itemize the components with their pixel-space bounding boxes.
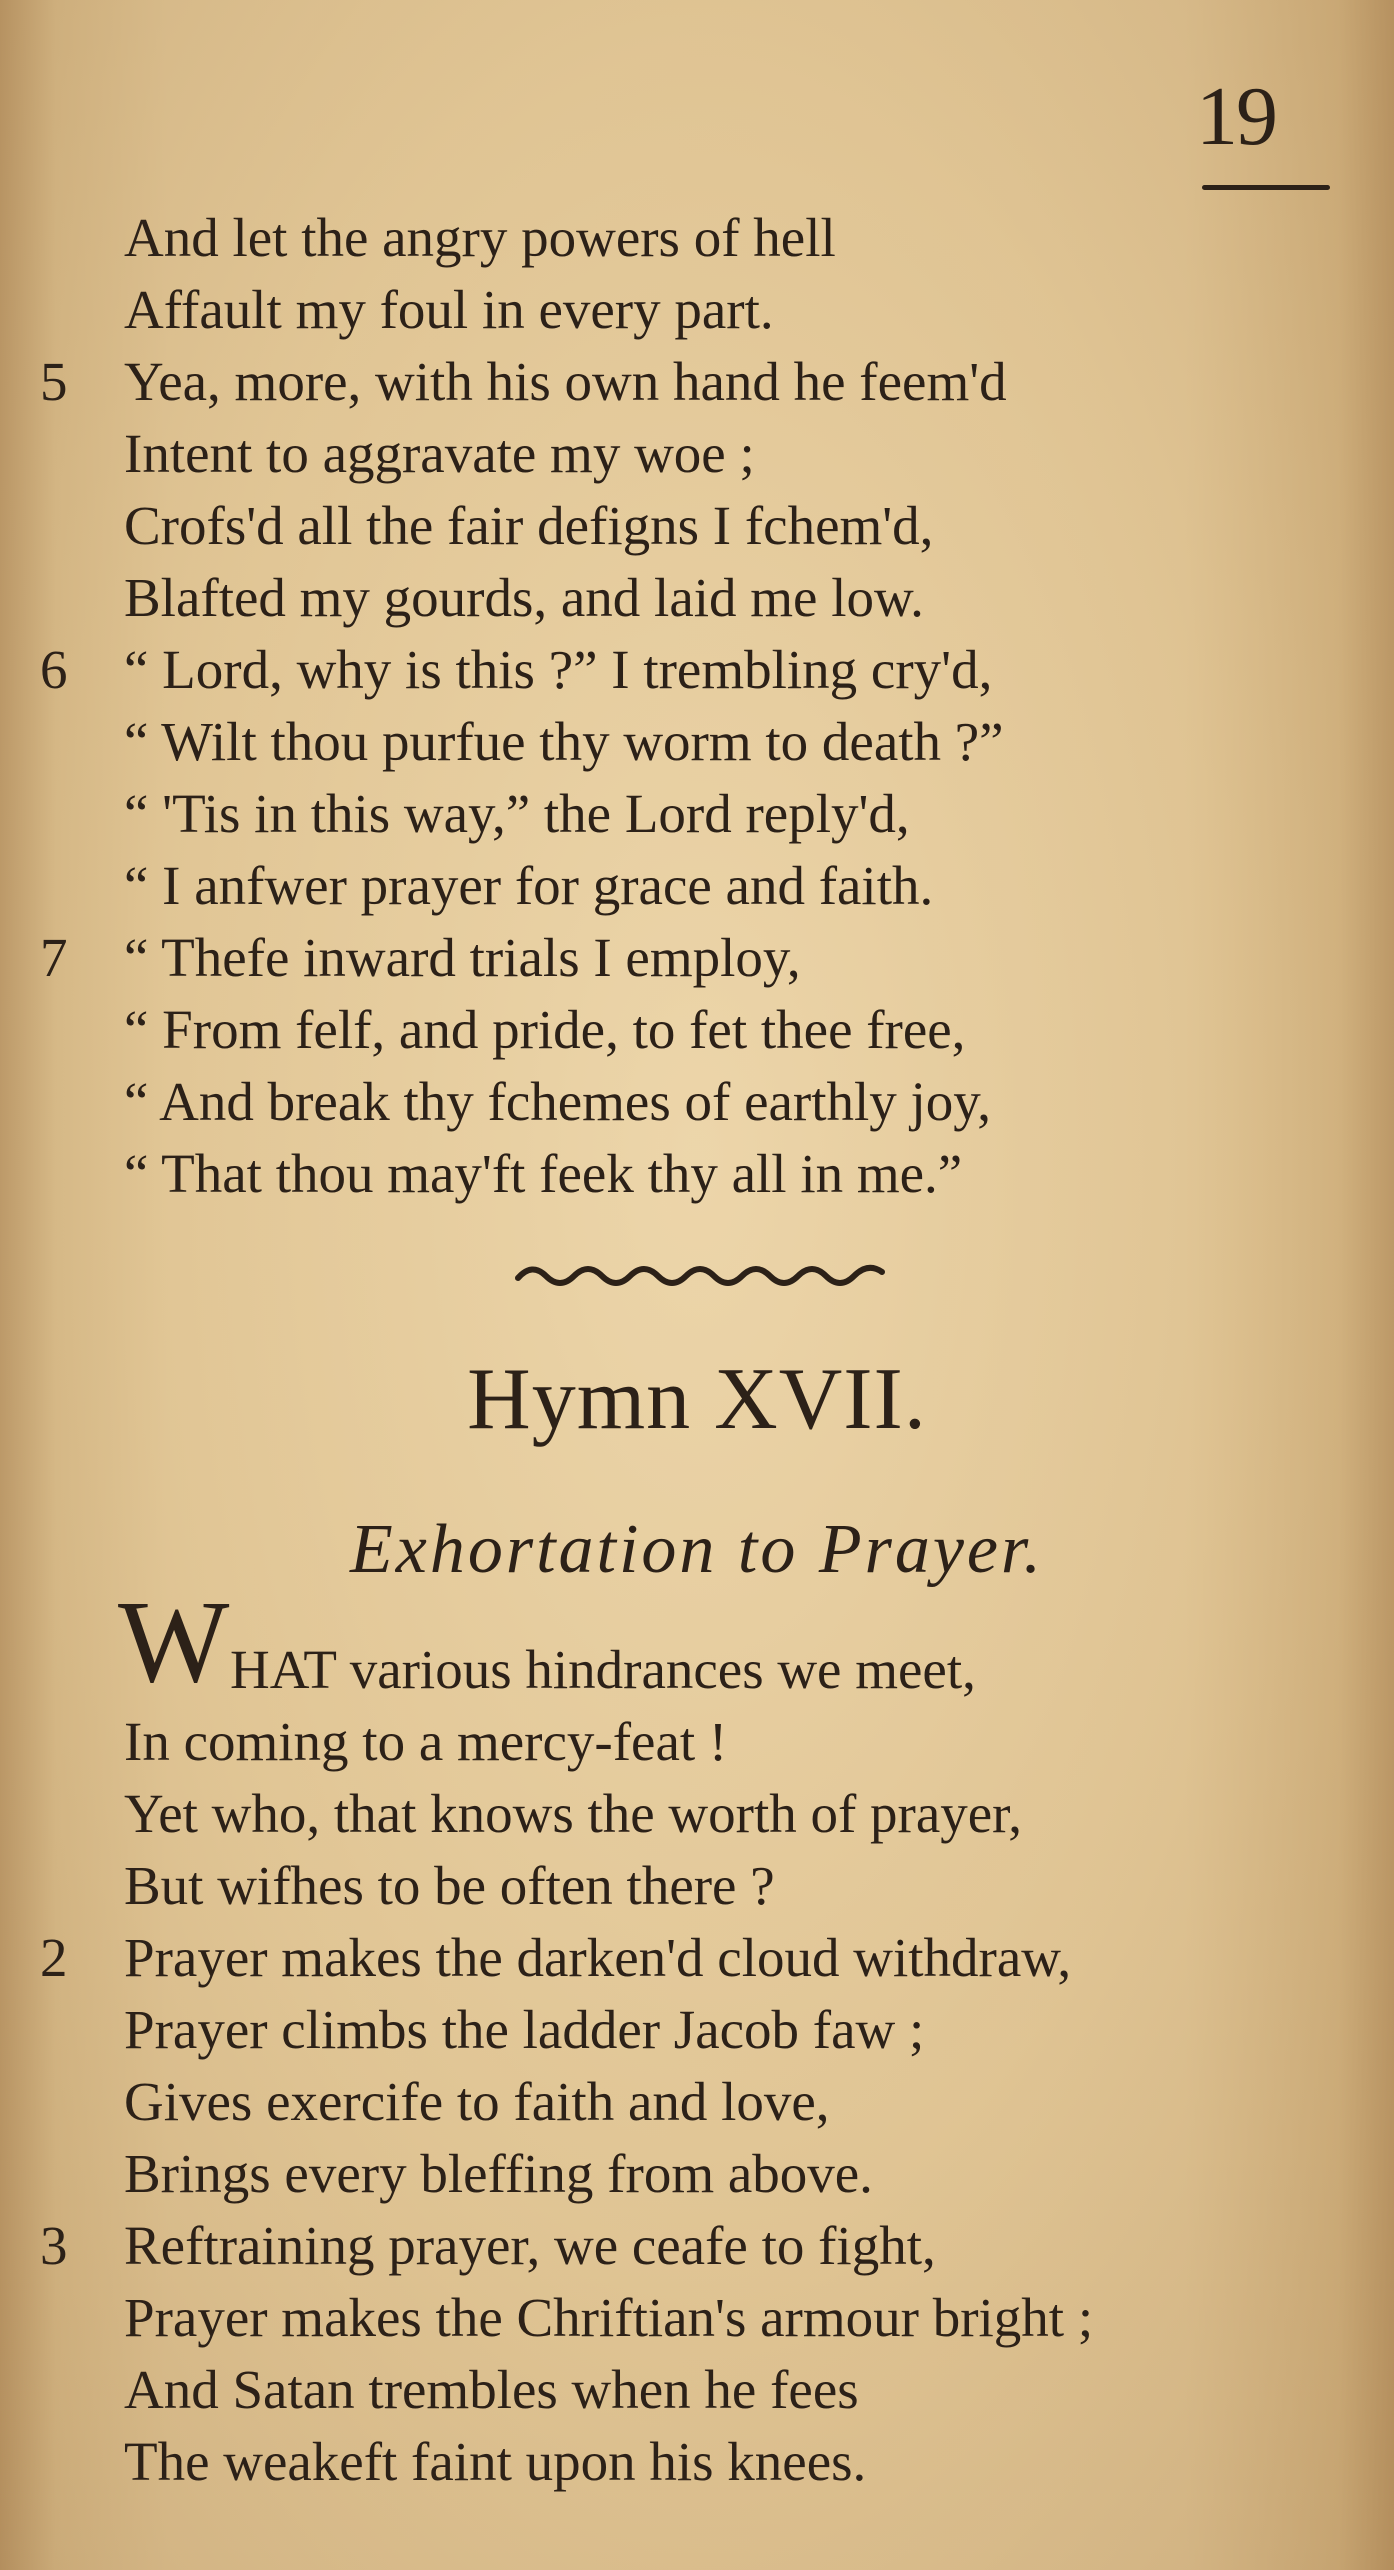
verse-line: Prayer climbs the ladder Jacob faw ; — [124, 1999, 925, 2060]
verse-line: And Satan trembles when he fees — [124, 2359, 859, 2420]
verse-line: “ From felf, and pride, to fet thee free, — [124, 999, 966, 1060]
verse-line: “ And break thy fchemes of earthly joy, — [124, 1071, 991, 1132]
verse-line: “ Lord, why is this ?” I trembling cry'd, — [124, 639, 993, 700]
verse-line: “ I anfwer prayer for grace and faith. — [124, 855, 934, 916]
hymn-title: Hymn XVII. — [467, 1351, 927, 1448]
verse-line: Affault my foul in every part. — [124, 279, 774, 340]
verse-line: Prayer makes the darken'd cloud withdraw, — [124, 1927, 1072, 1988]
verse-number: 5 — [40, 351, 68, 412]
verse-number: 2 — [40, 1927, 68, 1988]
verse-line: Gives exercife to faith and love, — [124, 2071, 830, 2132]
verse-line: Brings every bleffing from above. — [124, 2143, 873, 2204]
verse-line: HAT various hindrances we meet, — [230, 1639, 976, 1700]
verse-line: Blafted my gourds, and laid me low. — [124, 567, 924, 628]
hymn-subtitle: Exhortation to Prayer. — [350, 1511, 1044, 1588]
verse-number: 7 — [40, 927, 68, 988]
drop-cap: W — [118, 1576, 230, 1707]
verse-number: 6 — [40, 639, 68, 700]
verse-line: Crofs'd all the fair defigns I fchem'd, — [124, 495, 934, 556]
header-rule — [1202, 185, 1330, 190]
verse-line: Reftraining prayer, we ceafe to fight, — [124, 2215, 936, 2276]
verse-line: “ That thou may'ft feek thy all in me.” — [124, 1143, 963, 1204]
verse-line: In coming to a mercy-feat ! — [124, 1711, 728, 1772]
verse-line: The weakeft faint upon his knees. — [124, 2431, 867, 2492]
verse-line: Intent to aggravate my woe ; — [124, 423, 755, 484]
verse-line: Yet who, that knows the worth of prayer, — [124, 1783, 1023, 1844]
ornament-flourish — [510, 1258, 890, 1292]
verse-line: And let the angry powers of hell — [124, 207, 836, 268]
verse-line: But wifhes to be often there ? — [124, 1855, 775, 1916]
verse-line: “ Wilt thou purfue thy worm to death ?” — [124, 711, 1004, 772]
verse-line: Prayer makes the Chriftian's armour bright ; — [124, 2287, 1094, 2348]
verse-line: Yea, more, with his own hand he feem'd — [124, 351, 1007, 412]
verse-number: 3 — [40, 2215, 68, 2276]
page-number: 19 — [1196, 70, 1276, 163]
verse-line: “ Thefe inward trials I employ, — [124, 927, 801, 988]
verse-line: “ 'Tis in this way,” the Lord reply'd, — [124, 783, 910, 844]
